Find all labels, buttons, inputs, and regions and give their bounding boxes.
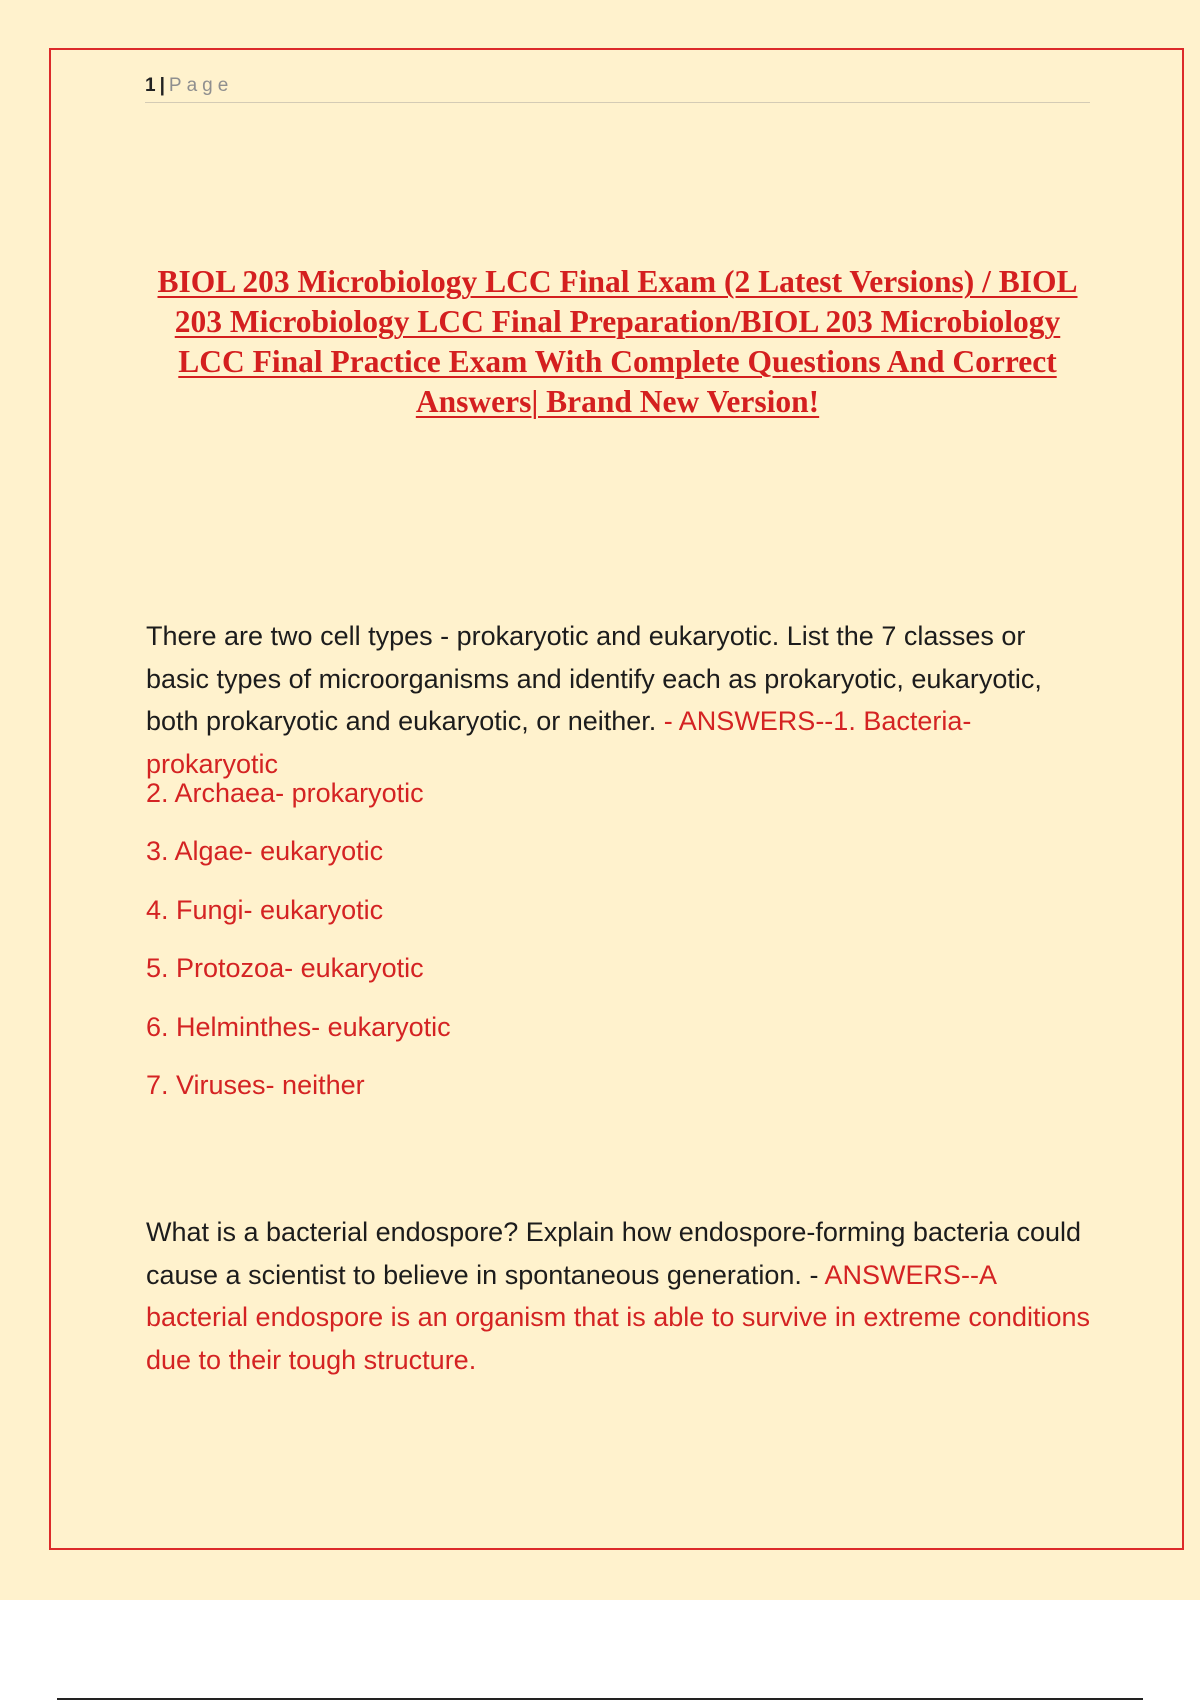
page-number: 1 [145,75,156,96]
question-2-answer: ANSWERS--A bacterial endospore is an organism that is able to survive in extreme conditions due to their tough structure. [146,1259,1090,1375]
answer-list-item: 2. Archaea- prokaryotic [146,778,424,808]
answer-list-item: 5. Protozoa- eukaryotic [146,953,424,983]
question-2 [146,1211,1091,1381]
question-1-answer: - ANSWERS--1. Bacteria- prokaryotic [146,706,972,779]
document-title: BIOL 203 Microbiology LCC Final Exam (2 Latest Versions) / BIOL 203 Microbiology LCC Final Preparation/BIOL 203 Microbiology LCC Final Practice Exam With Complete Questions And Correct Answers| Brand New Version! [157,264,1078,419]
answer-list-item: 4. Fungi- eukaryotic [146,895,384,925]
page-header [145,74,1090,103]
question-2-text: What is a bacterial endospore? Explain how endospore-forming bacteria could cause a scientist to believe in spontaneous generation. - [146,1217,1082,1290]
header-separator: | [159,75,165,96]
question-1-text: There are two cell types - prokaryotic and eukaryotic. List the 7 classes or basic types of microorganisms and identify each as prokaryotic, eukaryotic, both prokaryotic and eukaryotic, or neither. [146,621,1042,736]
page-label: Page [168,75,234,96]
answer-list-item: 6. Helminthes- eukaryotic [146,1012,451,1042]
question-1 [146,615,1091,785]
answer-list-item: 3. Algae- eukaryotic [146,836,384,866]
answer-list-item: 7. Viruses- neither [146,1070,365,1100]
